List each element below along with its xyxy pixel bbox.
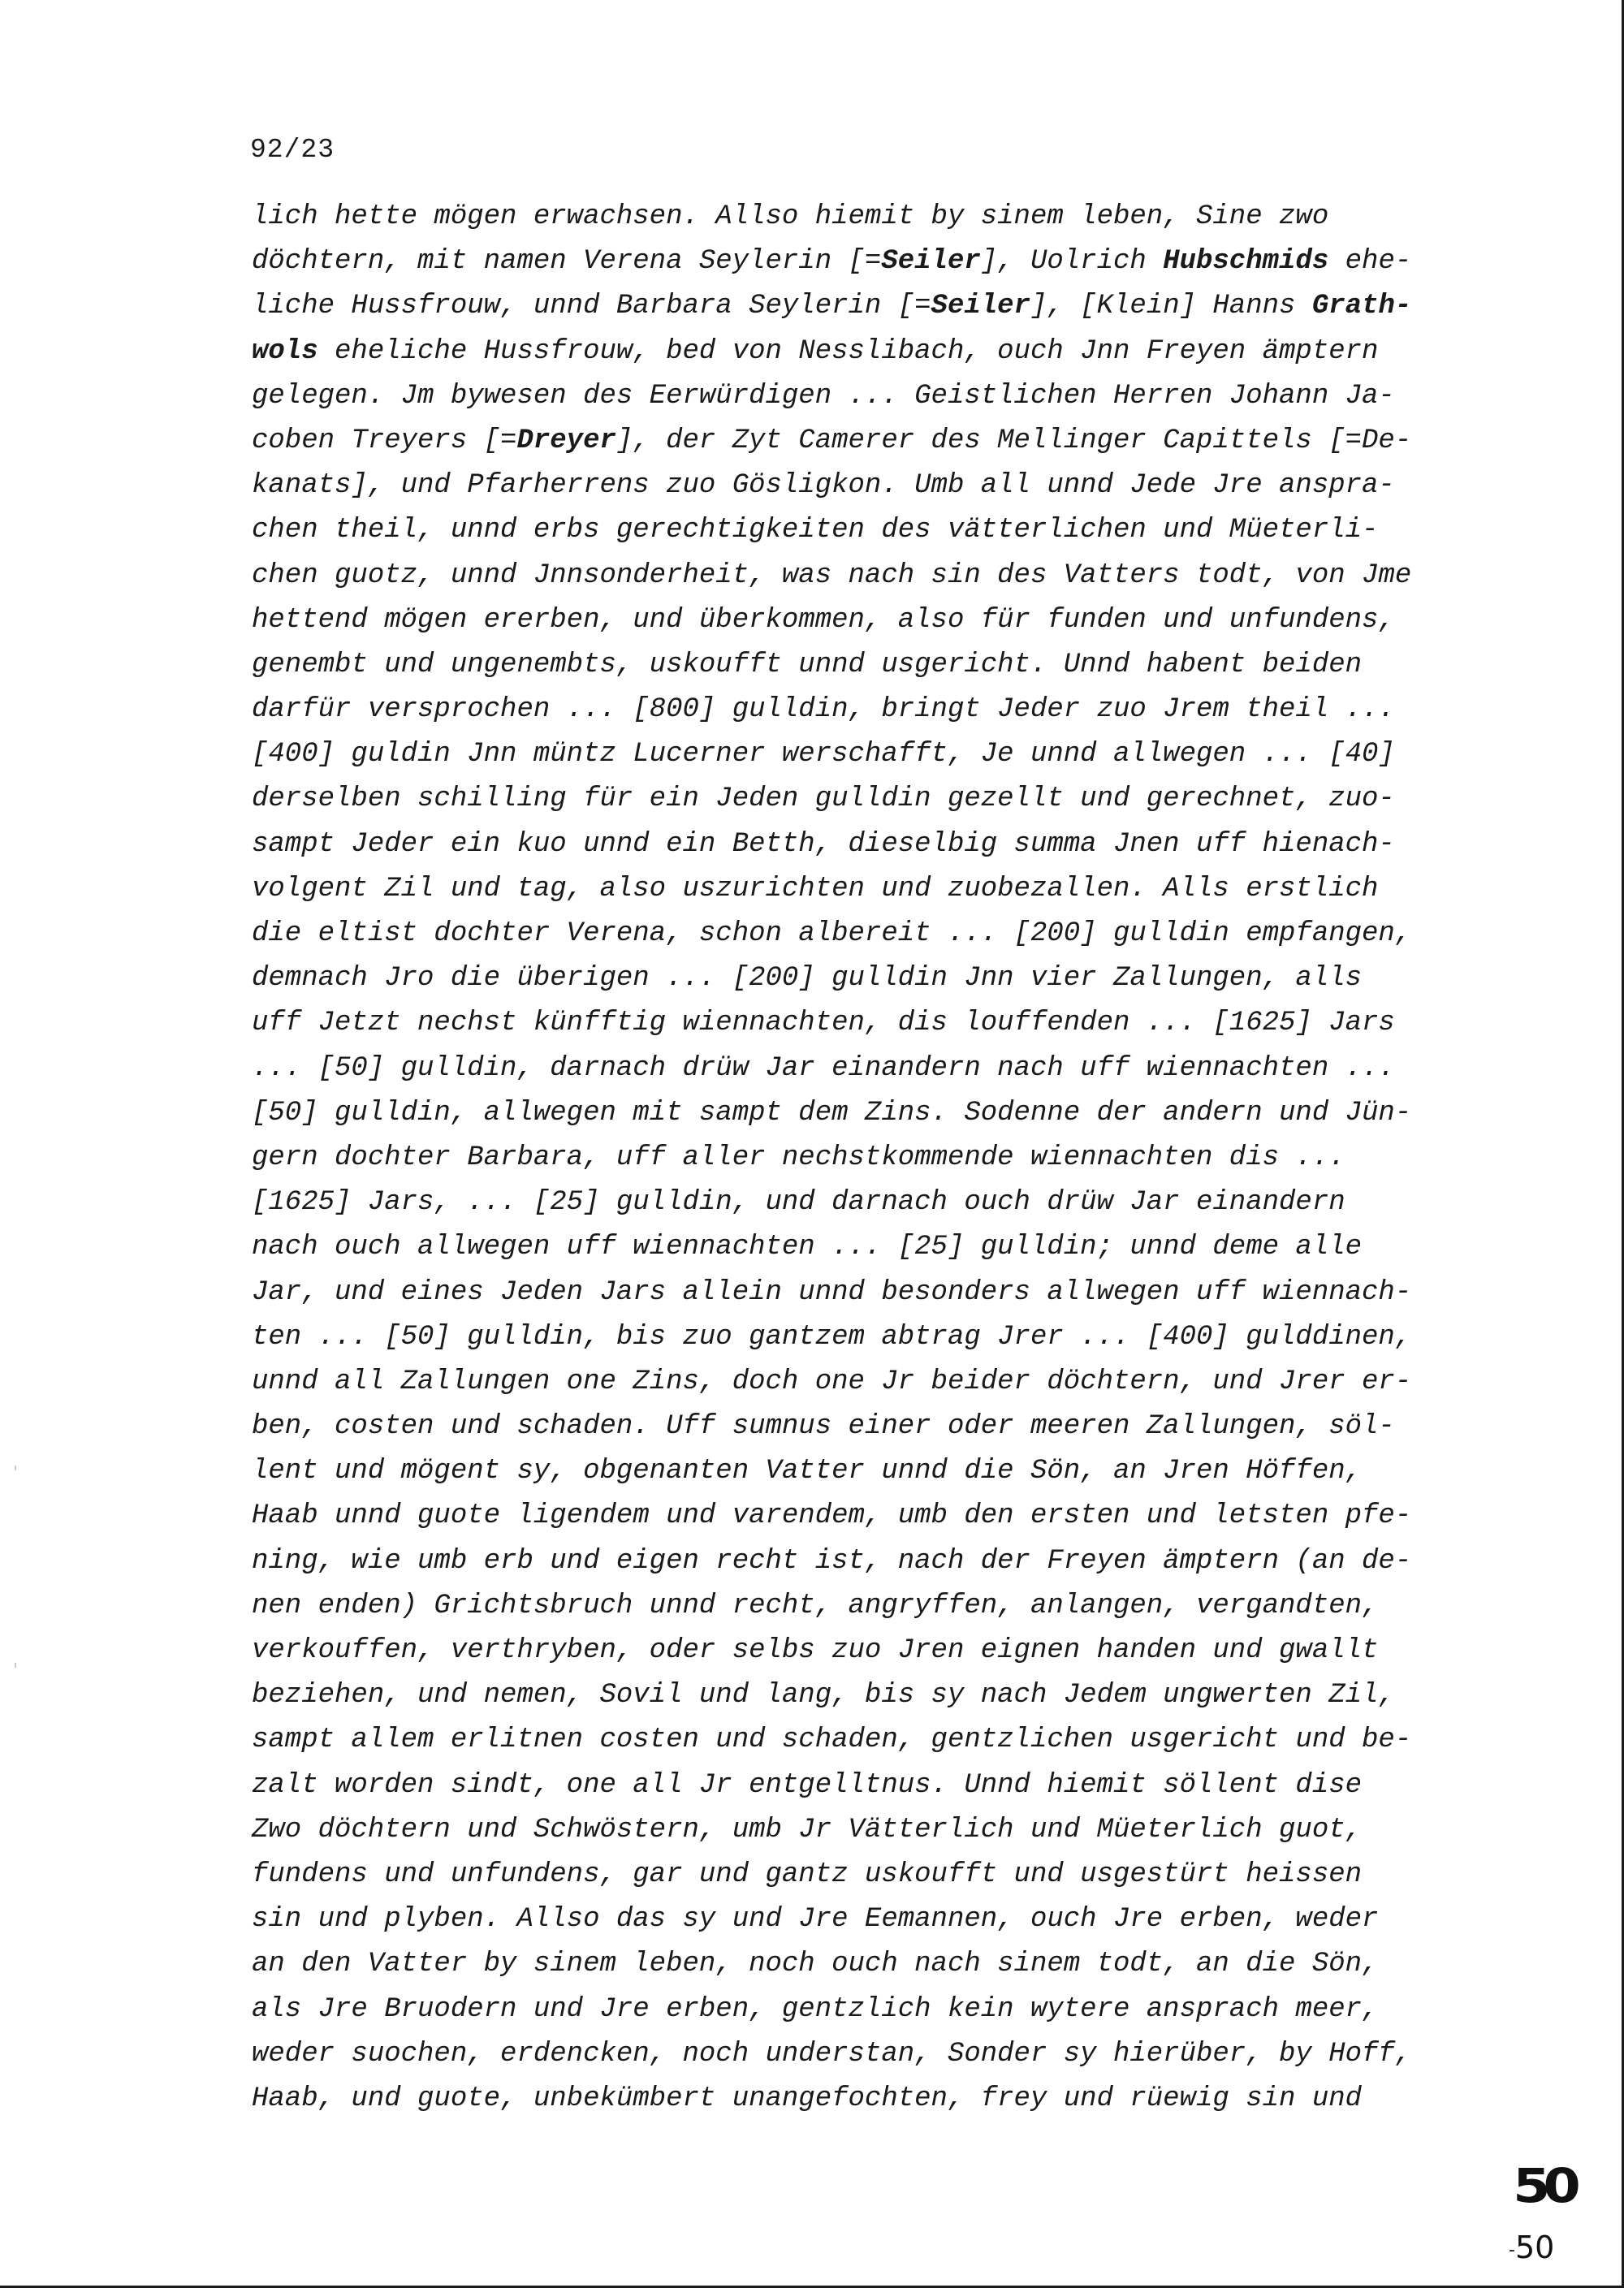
text-segment: verkouffen, verthryben, oder selbs zuo Jren eignen handen und gwallt xyxy=(252,1635,1379,1666)
text-line xyxy=(252,598,1518,643)
text-segment: gelegen. Jm bywesen des Eerwürdigen ... Geistlichen Herren Johann Ja- xyxy=(252,380,1395,412)
text-line xyxy=(252,1718,1518,1763)
text-segment: darfür versprochen ... [800] gulldin, bringt Jeder zuo Jrem theil ... xyxy=(252,694,1395,726)
text-line xyxy=(252,1988,1518,2032)
text-line xyxy=(252,1853,1518,1897)
text-segment: Haab, und guote, unbekümbert unangefochten, frey und rüewig sin und xyxy=(252,2083,1363,2114)
bold-name: Hubschmids xyxy=(1163,246,1329,278)
bold-name: Seiler xyxy=(881,246,981,278)
text-line xyxy=(252,1584,1518,1629)
text-line xyxy=(252,1808,1518,1853)
text-segment: Zwo döchtern und Schwöstern, umb Jr Vätterlich und Müeterlich guot, xyxy=(252,1814,1363,1846)
text-line xyxy=(252,374,1518,419)
text-segment: ben, costen und schaden. Uff sumnus einer oder meeren Zallungen, söl- xyxy=(252,1411,1395,1443)
text-segment: weder suochen, erdencken, noch understan, Sonder sy hierüber, by Hoff, xyxy=(252,2038,1412,2070)
text-segment: kanats], und Pfarherrens zuo Gösligkon. Umb all unnd Jede Jre anspra- xyxy=(252,470,1395,502)
text-line xyxy=(252,777,1518,822)
text-line xyxy=(252,1897,1518,1942)
text-line xyxy=(252,1539,1518,1584)
bold-name: Dreyer xyxy=(516,425,616,456)
text-line xyxy=(252,240,1518,284)
text-segment: chen theil, unnd erbs gerechtigkeiten des vätterlichen und Müeterli- xyxy=(252,515,1379,546)
text-line xyxy=(252,1673,1518,1718)
text-line xyxy=(252,956,1518,1001)
text-segment: genembt und ungenembts, uskoufft unnd usgericht. Unnd habent beiden xyxy=(252,649,1363,680)
text-line xyxy=(252,330,1518,374)
text-segment: als Jre Bruodern und Jre erben, gentzlich kein wytere ansprach meer, xyxy=(252,1993,1379,2025)
text-segment: hettend mögen ererben, und überkommen, also für funden und unfundens, xyxy=(252,604,1395,636)
text-line xyxy=(252,464,1518,508)
text-segment: ehe- xyxy=(1328,246,1412,278)
text-line xyxy=(252,1360,1518,1405)
text-segment: sin und plyben. Allso das sy und Jre Eemannen, ouch Jre erben, weder xyxy=(252,1904,1379,1936)
text-line xyxy=(252,1225,1518,1270)
text-segment: volgent Zil und tag, also uszurichten und zuobezallen. Alls erstlich xyxy=(252,873,1379,904)
text-segment: die eltist dochter Verena, schon albereit ... [200] gulldin empfangen, xyxy=(252,918,1412,949)
text-segment: lich hette mögen erwachsen. Allso hiemit by sinem leben, Sine zwo xyxy=(252,201,1329,232)
text-segment: derselben schilling für ein Jeden gulldin gezellt und gerechnet, zuo- xyxy=(252,784,1395,815)
text-segment: [400] guldin Jnn müntz Lucerner werschafft, Je unnd allwegen ... [40] xyxy=(252,739,1395,771)
text-segment: uff Jetzt nechst künfftig wiennachten, dis louffenden ... [1625] Jars xyxy=(252,1008,1395,1039)
text-segment: an den Vatter by sinem leben, noch ouch nach sinem todt, an die Sön, xyxy=(252,1949,1379,1980)
text-segment: [1625] Jars, ... [25] gulldin, und darnach ouch drüw Jar einandern xyxy=(252,1187,1345,1219)
handwritten-number: 50 xyxy=(1514,2230,1555,2265)
text-line xyxy=(252,1449,1518,1494)
handwritten-dash: - xyxy=(1509,2240,1515,2260)
text-segment: eheliche Hussfrouw, bed von Nesslibach, ouch Jnn Freyen ämptern xyxy=(317,335,1379,367)
text-segment: ], der Zyt Camerer des Mellinger Capittels [=De- xyxy=(615,425,1412,456)
text-segment: döchtern, mit namen Verena Seylerin [= xyxy=(252,246,882,278)
text-line xyxy=(252,688,1518,732)
bold-name: wols xyxy=(252,335,318,367)
text-line xyxy=(252,1942,1518,1987)
text-segment: lent und mögent sy, obgenanten Vatter unnd die Sön, an Jren Höffen, xyxy=(252,1456,1363,1487)
text-segment: gern dochter Barbara, uff aller nechstkommende wiennachten dis ... xyxy=(252,1142,1345,1173)
scan-mark xyxy=(15,1466,16,1470)
text-line xyxy=(252,1181,1518,1225)
text-line xyxy=(252,867,1518,912)
transcription-body xyxy=(252,195,1518,2122)
text-line xyxy=(252,822,1518,867)
text-line xyxy=(252,912,1518,956)
text-line xyxy=(252,508,1518,553)
text-line xyxy=(252,419,1518,464)
text-segment: liche Hussfrouw, unnd Barbara Seylerin [= xyxy=(252,291,931,322)
text-line xyxy=(252,643,1518,688)
text-line xyxy=(252,1405,1518,1449)
text-line xyxy=(252,554,1518,598)
handwritten-page-number: 50 xyxy=(1513,2158,1574,2213)
text-segment: chen guotz, unnd Jnnsonderheit, was nach sin des Vatters todt, von Jme xyxy=(252,559,1412,591)
text-line xyxy=(252,1271,1518,1315)
text-segment: ning, wie umb erb und eigen recht ist, nach der Freyen ämptern (an de- xyxy=(252,1545,1412,1577)
text-line xyxy=(252,1315,1518,1360)
text-segment: unnd all Zallungen one Zins, doch one Jr beider döchtern, und Jrer er- xyxy=(252,1366,1412,1397)
scan-mark xyxy=(15,1663,16,1668)
text-line xyxy=(252,2077,1518,2122)
text-segment: coben Treyers [= xyxy=(252,425,517,456)
text-segment: beziehen, und nemen, Sovil und lang, bis sy nach Jedem ungwerten Zil, xyxy=(252,1680,1395,1712)
text-segment: [50] gulldin, allwegen mit sampt dem Zins. Sodenne der andern und Jün- xyxy=(252,1097,1412,1129)
text-line xyxy=(252,732,1518,777)
text-line xyxy=(252,195,1518,240)
text-segment: nach ouch allwegen uff wiennachten ... [25] gulldin; unnd deme alle xyxy=(252,1232,1363,1263)
text-line xyxy=(252,284,1518,329)
text-segment: ten ... [50] gulldin, bis zuo gantzem abtrag Jrer ... [400] gulddinen, xyxy=(252,1321,1412,1353)
text-segment: sampt allem erlitnen costen und schaden, gentzlichen usgericht und be- xyxy=(252,1725,1412,1756)
text-segment: nen enden) Grichtsbruch unnd recht, angryffen, anlangen, vergandten, xyxy=(252,1590,1379,1621)
text-line xyxy=(252,1001,1518,1046)
text-segment: Haab unnd guote ligendem und varendem, umb den ersten und letsten pfe- xyxy=(252,1500,1412,1532)
text-segment: sampt Jeder ein kuo unnd ein Betth, dieselbig summa Jnen uff hienach- xyxy=(252,828,1395,860)
text-line xyxy=(252,1091,1518,1136)
text-segment: ], Uolrich xyxy=(980,246,1164,278)
handwritten-page-number-secondary xyxy=(1509,2230,1554,2265)
text-segment: ... [50] gulldin, darnach drüw Jar einandern nach uff wiennachten ... xyxy=(252,1052,1395,1084)
text-segment: ], [Klein] Hanns xyxy=(1030,291,1312,322)
bold-name: Grath- xyxy=(1311,291,1412,322)
bold-name: Seiler xyxy=(931,291,1030,322)
text-line xyxy=(252,1136,1518,1181)
text-line xyxy=(252,1763,1518,1808)
page-number: 92/23 xyxy=(250,135,335,165)
text-line xyxy=(252,1494,1518,1539)
text-segment: demnach Jro die überigen ... [200] gulldin Jnn vier Zallungen, alls xyxy=(252,963,1363,995)
text-line xyxy=(252,1047,1518,1091)
text-segment: zalt worden sindt, one all Jr entgelltnus. Unnd hiemit söllent dise xyxy=(252,1769,1363,1801)
text-segment: fundens und unfundens, gar und gantz uskoufft und usgestürt heissen xyxy=(252,1858,1363,1890)
text-line xyxy=(252,2032,1518,2077)
text-segment: Jar, und eines Jeden Jars allein unnd besonders allwegen uff wiennach- xyxy=(252,1276,1412,1308)
text-line xyxy=(252,1629,1518,1673)
